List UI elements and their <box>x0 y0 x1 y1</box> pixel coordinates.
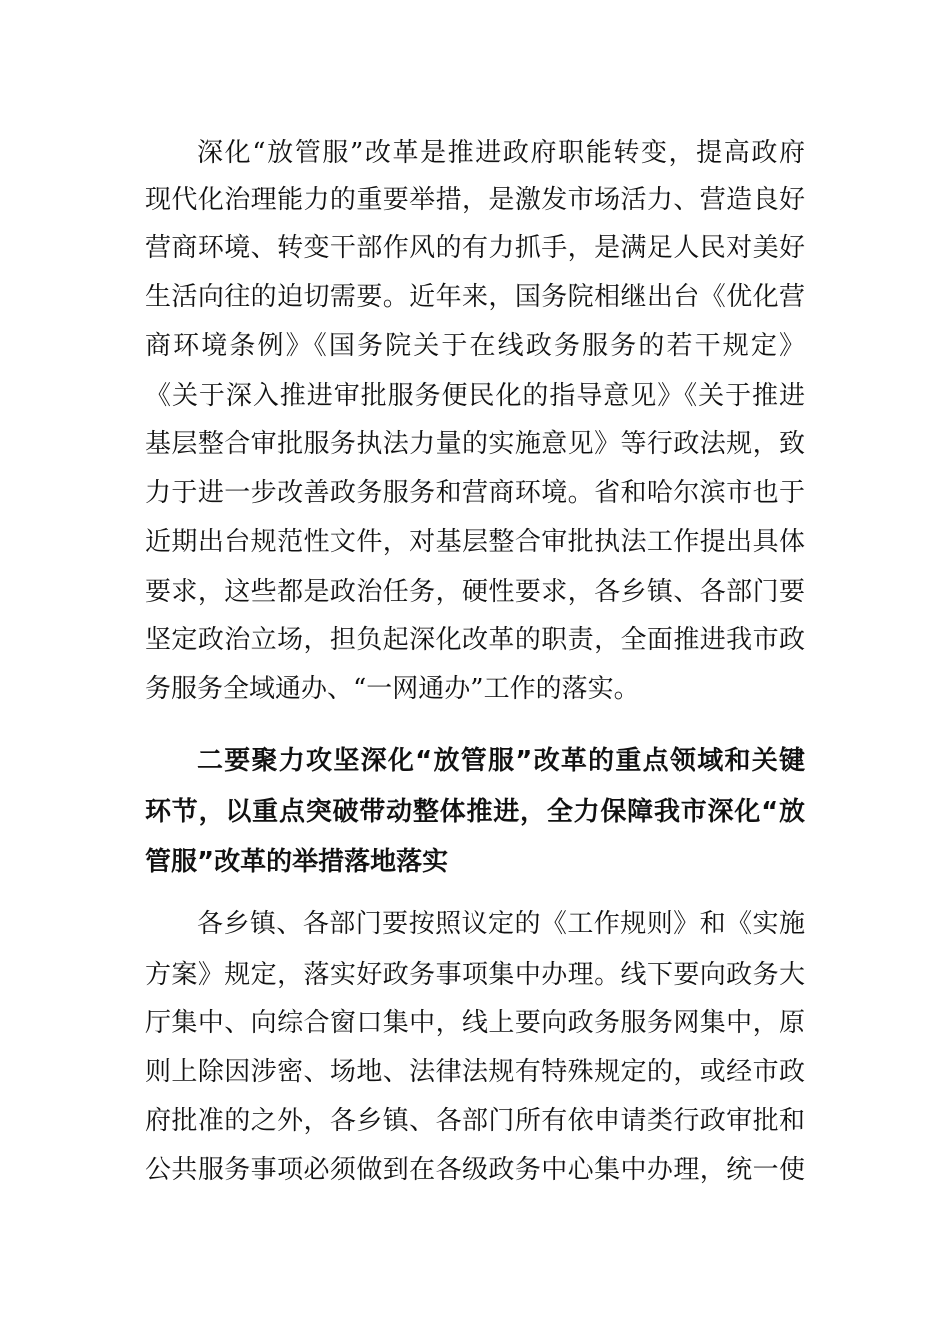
paragraph-line: 方案》规定，落实好政务事项集中办理。线下要向政务大 <box>145 960 805 990</box>
paragraph-line: 营商环境、转变干部作风的有力抓手，是满足人民对美好 <box>145 233 805 263</box>
paragraph-line: 要求，这些都是政治任务，硬性要求，各乡镇、各部门要 <box>145 577 805 607</box>
paragraph-line: 坚定政治立场，担负起深化改革的职责，全面推进我市政 <box>145 625 805 655</box>
paragraph-line: 基层整合审批服务执法力量的实施意见》等行政法规，致 <box>145 429 805 459</box>
paragraph-line: 《关于深入推进审批服务便民化的指导意见》《关于推进 <box>145 381 805 411</box>
paragraph-line: 力于进一步改善政务服务和营商环境。省和哈尔滨市也于 <box>145 478 805 508</box>
paragraph-line: 生活向往的迫切需要。近年来，国务院相继出台《优化营 <box>145 282 805 312</box>
paragraph-line: 厅集中、向综合窗口集中，线上要向政务服务网集中，原 <box>145 1008 805 1038</box>
paragraph-line: 各乡镇、各部门要按照议定的《工作规则》和《实施 <box>197 909 805 939</box>
heading-line: 二要聚力攻坚深化“放管服”改革的重点领域和关键 <box>197 746 805 776</box>
paragraph-line: 务服务全域通办、“一网通办”工作的落实。 <box>145 674 640 704</box>
paragraph-line: 公共服务事项必须做到在各级政务中心集中办理，统一使 <box>145 1155 805 1185</box>
heading-line: 管服”改革的举措落地落实 <box>145 847 449 877</box>
paragraph-line: 商环境条例》《国务院关于在线政务服务的若干规定》 <box>145 331 805 361</box>
paragraph-line: 现代化治理能力的重要举措，是激发市场活力、营造良好 <box>145 185 805 215</box>
paragraph-line: 府批准的之外，各乡镇、各部门所有依申请类行政审批和 <box>145 1106 805 1136</box>
paragraph-line: 近期出台规范性文件，对基层整合审批执法工作提出具体 <box>145 527 805 557</box>
paragraph-line: 则上除因涉密、场地、法律法规有特殊规定的，或经市政 <box>145 1057 805 1087</box>
paragraph-line: 深化“放管服”改革是推进政府职能转变，提高政府 <box>197 138 805 168</box>
heading-line: 环节，以重点突破带动整体推进，全力保障我市深化“放 <box>145 797 805 827</box>
